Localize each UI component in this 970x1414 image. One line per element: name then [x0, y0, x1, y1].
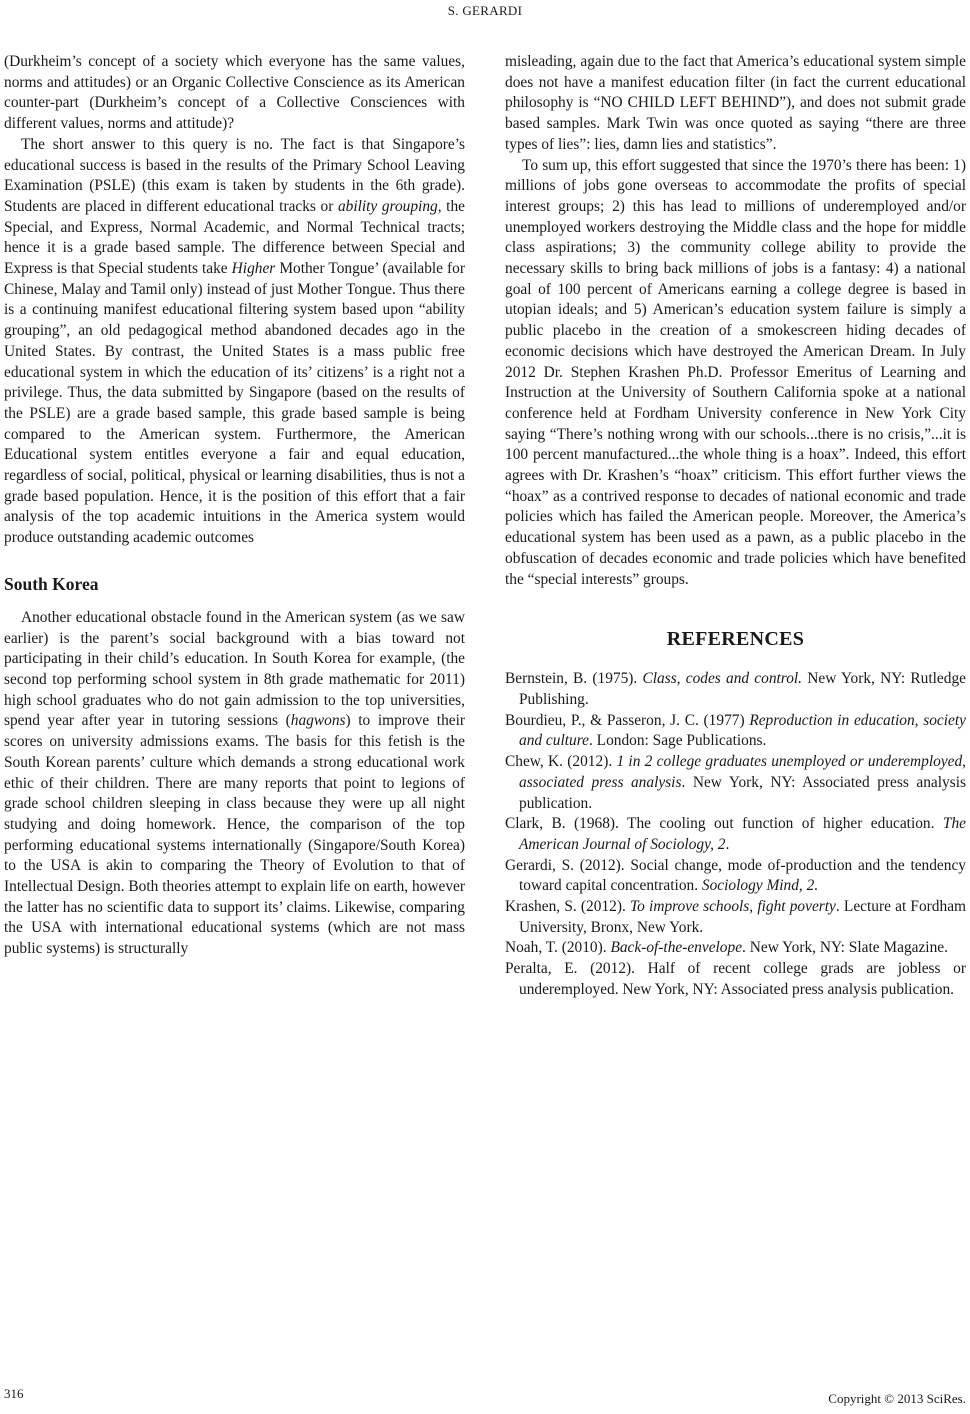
- left-column: [4, 52, 465, 960]
- reference-item: Krashen, S. (2012). To improve schools, fight poverty. Lecture at Fordham University, Bronx, New York.: [505, 898, 966, 936]
- reference-item: Gerardi, S. (2012). Social change, mode of-production and the tendency toward capital concentration. Sociology Mind, 2.: [505, 856, 966, 895]
- section-heading: South Korea: [4, 573, 99, 594]
- reference-item: Bourdieu, P., & Passeron, J. C. (1977) Reproduction in education, society and culture. London: Sage Publications.: [505, 711, 966, 750]
- paragraph: To sum up, this effort suggested that since the 1970’s there has been: 1) millions of jobs gone overseas to accommodate the profits of special interest groups; 2) this has lead to millions of underemployed and/or unemployed workers destroying the Middle class and the hope for middle class aspirations; 3) the community college ability to provide the necessary skills to bring back millions of jobs is a fantasy: 4) a national goal of 100 percent of Americans earning a college degree is based in utopian ideals; and 5) American’s education system failure is simply a public placebo in the creation of a smokescreen hiding decades of economic decisions which have destroyed the American Dream. In July 2012 Dr. Stephen Krashen Ph.D. Professor Emeritus of Learning and Instruction at the University of Southern California spoke at a national conference held at Fordham University conference in New York City saying “There’s nothing wrong with our schools...there is no crisis,”...it is 100 percent manufactured...the whole thing is a hoax”. Indeed, this effort agrees with Dr. Krashen’s “hoax” criticism. This effort further views the “hoax” as a contrived response to decades of national economic and trade policies which has failed the American people. Moreover, the America’s educational system has been used as a pawn, as a public placebo in the obfuscation of decades economic and trade policies which have benefited the “special interests” groups.: [505, 156, 966, 588]
- paragraph: The short answer to this query is no. The fact is that Singapore’s educational success is based in the results of the Primary School Leaving Examination (PSLE) (this exam is taken by students in the 6th grade). Students are placed in different educational tracks or ability grouping, the Special, and Express, Normal Academic, and Normal Technical tracts; hence it is a grade based sample. The difference between Special and Express is that Special students take Higher Mother Tongue’ (available for Chinese, Malay and Tamil only) instead of just Mother Tongue. Thus there is a continuing manifest educational filtering system based upon “ability grouping”, an old pedagogical method abandoned decades ago in the United States. By contrast, the United States is a mass public free educational system in which the education of its’ citizens’ is a right not a privilege. Thus, the data submitted by Singapore (based on the results of the PSLE) are a grade based sample, this grade based sample is being compared to the American system. Furthermore, the American Educational system entitles everyone a fair and equal education, regardless of social, political, physical or learning disabilities, thus is not a grade based population. Hence, it is the position of this effort that a fair analysis of the top academic intuitions in the America system would produce outstanding academic outcomes: [4, 135, 465, 547]
- reference-item: Chew, K. (2012). 1 in 2 college graduates unemployed or underemployed, associated press analysis. New York, NY: Associated press analysis publication.: [505, 753, 966, 812]
- references-heading: REFERENCES: [666, 628, 805, 651]
- reference-item: Noah, T. (2010). Back-of-the-envelope. New York, NY: Slate Magazine.: [505, 939, 948, 957]
- reference-item: Bernstein, B. (1975). Class, codes and control. New York, NY: Rutledge Publishing.: [505, 670, 966, 708]
- copyright-notice: Copyright © 2013 SciRes.: [828, 1391, 966, 1406]
- paragraph: Another educational obstacle found in the American system (as we saw earlier) is the parent’s social background with a bias toward not participating in their child’s education. In South Korea for example, (the second top performing school system in 8th grade mathematic for 2011) high school graduates who do not gain admission to the top universities, spend year after year in tutoring sessions (hagwons) to improve their scores on university admissions exams. The basis for this fetish is the South Korean parents’ culture which demands a strong educational work ethic of their children. There are many reports that point to legions of grade school children sleeping in class because they were up all night studying and doing homework. Hence, the comparison of the top performing educational systems internationally (Singapore/South Korea) to the USA is akin to comparing the Theory of Evolution to that of Intellectual Design. Both theories attempt to explain life on earth, however the latter has no scientific data to support its’ claims. Likewise, comparing the USA with international educational systems (which are not mass public systems) is structurally: [4, 608, 466, 958]
- paragraph: (Durkheim’s concept of a society which everyone has the same values, norms and attitudes) or an Organic Collective Conscience as its American counter-part (Durkheim’s concept of a Collective Consciences with different values, norms and attitude)?: [4, 53, 465, 133]
- paragraph: misleading, again due to the fact that America’s educational system simple does not have a manifest education filter (in fact the current educational philosophy is “NO CHILD LEFT BEHIND”), and does not submit grade based samples. Mark Twin was once quoted as saying “there are three types of lies”: lies, damn lies and statistics”.: [505, 53, 966, 153]
- page-number: 316: [4, 1386, 24, 1401]
- reference-list: [505, 669, 966, 1000]
- reference-item: Clark, B. (1968). The cooling out function of higher education. The American Journal of Sociology, 2.: [505, 815, 966, 853]
- running-head: S. GERARDI: [447, 3, 523, 18]
- right-column: [505, 52, 966, 1001]
- reference-item: Peralta, E. (2012). Half of recent college grads are jobless or underemployed. New York, NY: Associated press analysis publication.: [505, 960, 966, 998]
